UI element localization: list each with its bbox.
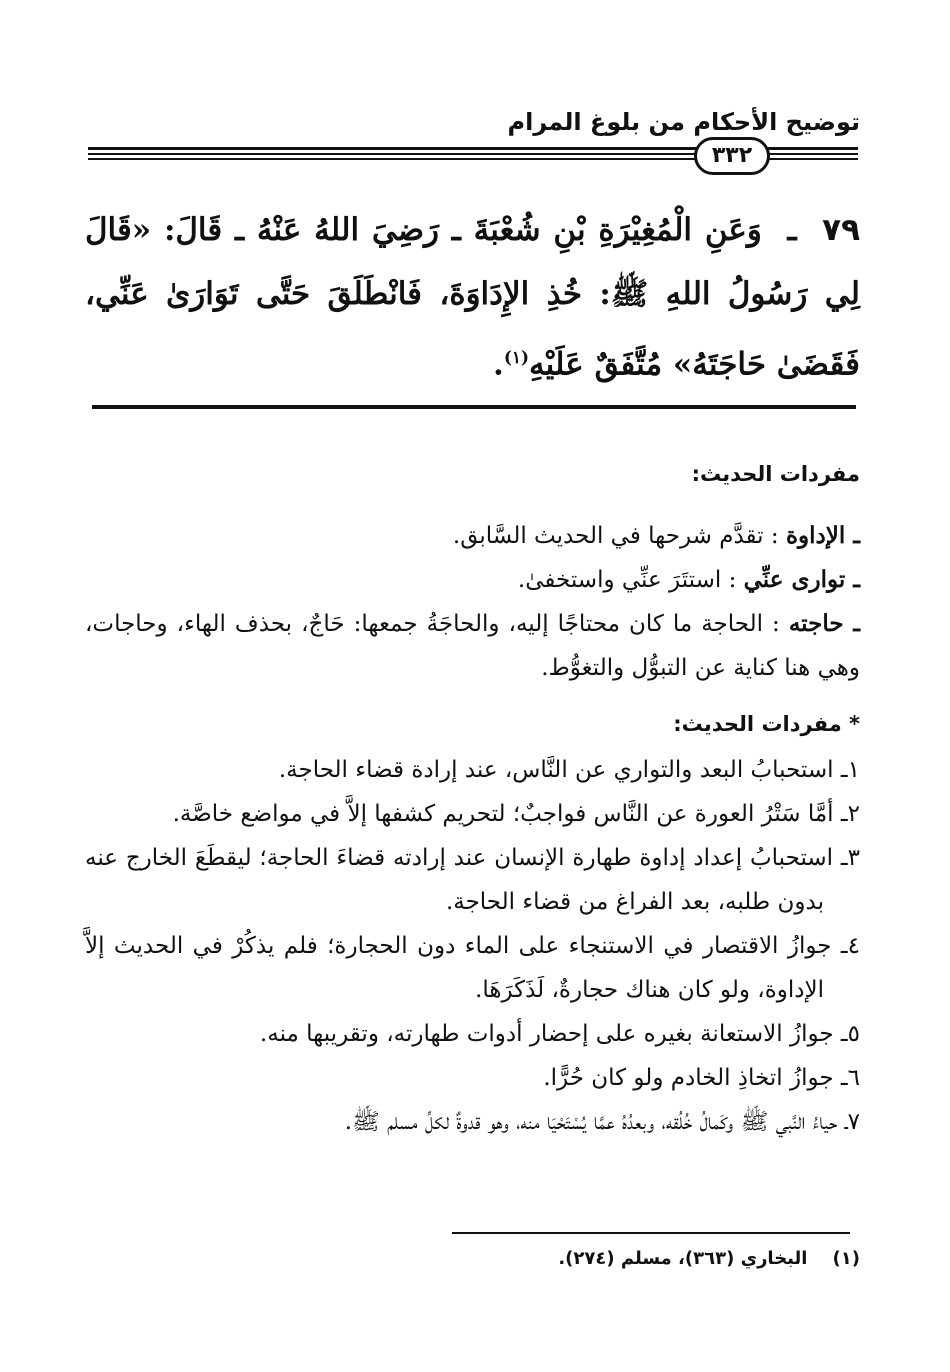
lesson-text: أمَّا سَتْرُ العورة عن النَّاس فواجبٌ؛ لتحريم كشفها إلاَّ في مواضع خاصَّة. xyxy=(172,801,834,827)
running-header-title: توضيح الأحكام من بلوغ المرام xyxy=(507,108,860,136)
lesson-item xyxy=(85,792,860,836)
lesson-number: ٧ـ xyxy=(844,1109,860,1135)
lesson-number: ٤ـ xyxy=(840,933,860,959)
lesson-text: جوازُ الاقتصار في الاستنجاء على الماء دون الحجارة؛ فلم يذكُرْ في الحديث إلاَّ الإداوة، ولو كان هناك حجارةٌ، لَذَكَرَهَا. xyxy=(85,933,832,1003)
lesson-text: استحبابُ إعداد إداوة طهارة الإنسان عند إرادته قضاءَ الحاجة؛ ليقطَعَ الخارج عنه بدون طلبه، بعد الفراغ من قضاء الحاجة. xyxy=(85,845,834,915)
lesson-number: ٣ـ xyxy=(840,845,861,871)
lesson-text: استحبابُ البعد والتواري عن النَّاس، عند إرادة قضاء الحاجة. xyxy=(278,757,834,783)
hadith-text: وَعَنِ الْمُغِيْرَةِ بْنِ شُعْبَةَ ـ رَضِيَ اللهُ عَنْهُ ـ قَالَ: «قَالَ لِي رَسُولُ اللهِ ﷺ: خُذِ الإِدَاوَةَ، فَانْطَلَقَ حَتَّى تَوَارَىٰ عَنِّي، فَقَضَىٰ حَاجَتَهُ» مُتَّفَقٌ عَلَيْهِ xyxy=(85,212,860,383)
lesson-number: ١ـ xyxy=(840,757,860,783)
lesson-text: جوازُ اتخاذِ الخادم ولو كان حُرًّا. xyxy=(543,1065,834,1091)
lesson-text: حياءُ النَّبي ﷺ وكَمالُ خُلُقه، وبعدُهُ عمَّا يُسْتَحْيَا منه، وهو قدوةٌ لكلِّ مسلم ﷺ. xyxy=(344,1109,838,1135)
vocabulary-definition: : استتَرَ عنِّي واستخفىٰ. xyxy=(517,567,737,593)
lesson-item xyxy=(85,748,860,792)
lesson-text: جوازُ الاستعانة بغيره على إحضار أدوات طهارته، وتقريبها منه. xyxy=(259,1021,834,1047)
vocabulary-definition: : تقدَّم شرحها في الحديث السَّابق. xyxy=(452,523,779,549)
vocabulary-item xyxy=(85,558,860,602)
vocabulary-item xyxy=(85,514,860,558)
vocabulary-term: ـ توارى عنِّي xyxy=(743,566,860,593)
vocabulary-list xyxy=(85,514,860,690)
vocabulary-item xyxy=(85,602,860,690)
lesson-item xyxy=(85,1012,860,1056)
vocabulary-heading: مفردات الحديث: xyxy=(691,462,860,486)
hadith-footnote-ref: (١) xyxy=(503,348,530,368)
lesson-number: ٢ـ xyxy=(840,801,860,827)
vocabulary-term: ـ حاجته xyxy=(788,610,860,637)
section-divider xyxy=(92,405,856,409)
lesson-item xyxy=(85,1100,860,1144)
footnote-text: البخاري (٣٦٣)، مسلم (٢٧٤). xyxy=(558,1248,808,1269)
hadith-number: ٧٩ xyxy=(822,212,860,248)
lesson-item xyxy=(85,924,860,1012)
lesson-number: ٦ـ xyxy=(840,1065,860,1091)
hadith-dash: ـ xyxy=(774,212,810,248)
lessons-heading: * مفردات الحديث: xyxy=(673,712,860,736)
footnote xyxy=(558,1248,860,1269)
footnote-rule xyxy=(452,1232,850,1234)
hadith-block: ٧٩ ـ وَعَنِ الْمُغِيْرَةِ بْنِ شُعْبَةَ ـ رَضِيَ اللهُ عَنْهُ ـ قَالَ: «قَالَ لِي رَسُولُ اللهِ ﷺ: خُذِ الإِدَاوَةَ، فَانْطَلَقَ حَتَّى تَوَارَىٰ عَنِّي، فَقَضَىٰ حَاجَتَهُ» مُتَّفَقٌ عَلَيْهِ$^{(١)}$. xyxy=(85,212,860,383)
lesson-item xyxy=(85,836,860,924)
lesson-item xyxy=(85,1056,860,1100)
vocabulary-term: ـ الإداوة xyxy=(785,522,860,549)
footnote-marker: (١) xyxy=(832,1248,860,1269)
page-number: ٣٣٢ xyxy=(694,137,770,175)
lessons-list xyxy=(85,748,860,1144)
vocabulary-definition: : الحاجة ما كان محتاجًا إليه، والحاجَةُ جمعها: حَاجٌ، بحذف الهاء، وحاجات، وهي هنا كناية عن التبوُّل والتغوُّط. xyxy=(85,611,860,681)
lesson-number: ٥ـ xyxy=(840,1021,860,1047)
